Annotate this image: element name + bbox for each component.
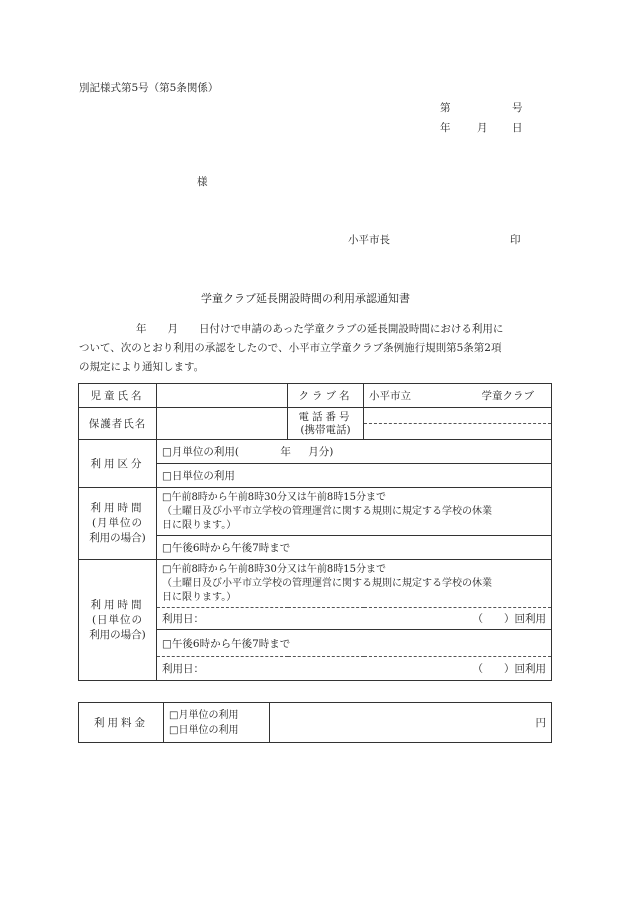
body-line-3: の規定により通知します。 [79,361,205,373]
fee-unit: 円 [535,717,546,729]
monthly-evening-option[interactable]: □午後6時から午後7時まで [157,536,552,560]
usage-monthly-option[interactable] [157,440,552,464]
monthly-time-label [79,488,157,560]
usage-daily-option[interactable]: □日単位の利用 [157,464,552,488]
club-suffix: 学童クラブ [481,390,534,402]
daily-morning-option[interactable] [157,560,552,608]
addressee-honorific: 様 [197,176,208,188]
guardian-name-field[interactable] [157,408,288,440]
club-name-label: クラブ名 [288,384,364,408]
daily-morning-note-1: （土曜日及び小平市立学校の管理運営に関する規則に規定する学校の休業 [162,577,492,589]
phone-label-cell [288,408,364,440]
fee-amount-field[interactable] [270,703,552,743]
daily-evening-usage-count: （ ）回利用 [472,663,546,675]
usage-monthly-month: 月分) [308,446,334,458]
daily-morning-note-2: 日に限ります。） [162,591,237,603]
monthly-morning-option[interactable] [157,488,552,536]
date-month: 月 [477,122,488,134]
daily-time-label [79,560,157,681]
seal-mark: 印 [510,234,521,246]
document-title: 学童クラブ延長開設時間の利用承認通知書 [201,292,410,305]
daily-morning-usage-day: 利用日： [162,613,204,625]
usage-monthly-checkbox-label: □月単位の利用( [162,446,240,458]
club-prefix: 小平市立 [369,390,411,402]
phone-sublabel: (携帯電話) [300,423,351,436]
monthly-morning-label: □午前8時から午前8時30分又は午前8時15分まで [162,491,386,503]
child-name-label: 児童氏名 [79,384,157,408]
notice-body [79,320,551,377]
date-day: 日 [512,122,523,134]
monthly-morning-note-2: 日に限ります。） [162,519,237,531]
daily-morning-usage-count: （ ）回利用 [472,613,546,625]
child-name-field[interactable] [157,384,288,408]
daily-time-label-2: (日単位の [91,613,144,626]
fee-daily-option[interactable]: □日単位の利用 [169,724,239,736]
daily-evening-option[interactable]: □午後6時から午後7時まで [157,630,552,657]
fee-options[interactable] [164,703,270,743]
monthly-time-label-2: (月単位の [91,517,144,529]
phone-field[interactable] [364,408,552,440]
phone-field-line [364,408,551,424]
usage-type-label: 利用区分 [79,440,157,488]
body-line-2: ついて、次のとおり利用の承認をしたので、小平市立学童クラブ条例施行規則第5条第2項 [79,342,502,354]
daily-evening-usage-day: 利用日： [162,663,204,675]
daily-time-label-3: 利用の場合) [89,628,146,641]
fee-table [78,702,552,743]
daily-morning-label: □午前8時から午前8時30分又は午前8時15分まで [162,563,386,575]
monthly-time-label-1: 利用時間 [90,502,145,514]
guardian-name-label: 保護者氏名 [79,408,157,440]
phone-label: 電話番号 [298,410,353,423]
club-name-field[interactable] [364,384,552,408]
usage-monthly-year: 年 [280,446,291,458]
body-line-1: 年 月 日付けで申請のあった学童クラブの延長開設時間における利用に [136,323,504,335]
form-reference: 別記様式第5号（第5条関係） [79,82,219,94]
fee-label: 利用料金 [79,703,164,743]
daily-time-label-1: 利用時間 [90,598,145,611]
document-number-suffix: 号 [512,102,523,114]
monthly-time-label-3: 利用の場合) [89,532,146,544]
date-year: 年 [440,122,451,134]
fee-monthly-option[interactable]: □月単位の利用 [169,709,239,721]
usage-table [78,383,552,681]
daily-morning-usage-row[interactable] [157,608,552,630]
monthly-morning-note-1: （土曜日及び小平市立学校の管理運営に関する規則に規定する学校の休業 [162,505,492,517]
document-number-prefix: 第 [440,102,451,114]
issuer-name: 小平市長 [348,234,390,246]
daily-evening-usage-row[interactable] [157,657,552,681]
